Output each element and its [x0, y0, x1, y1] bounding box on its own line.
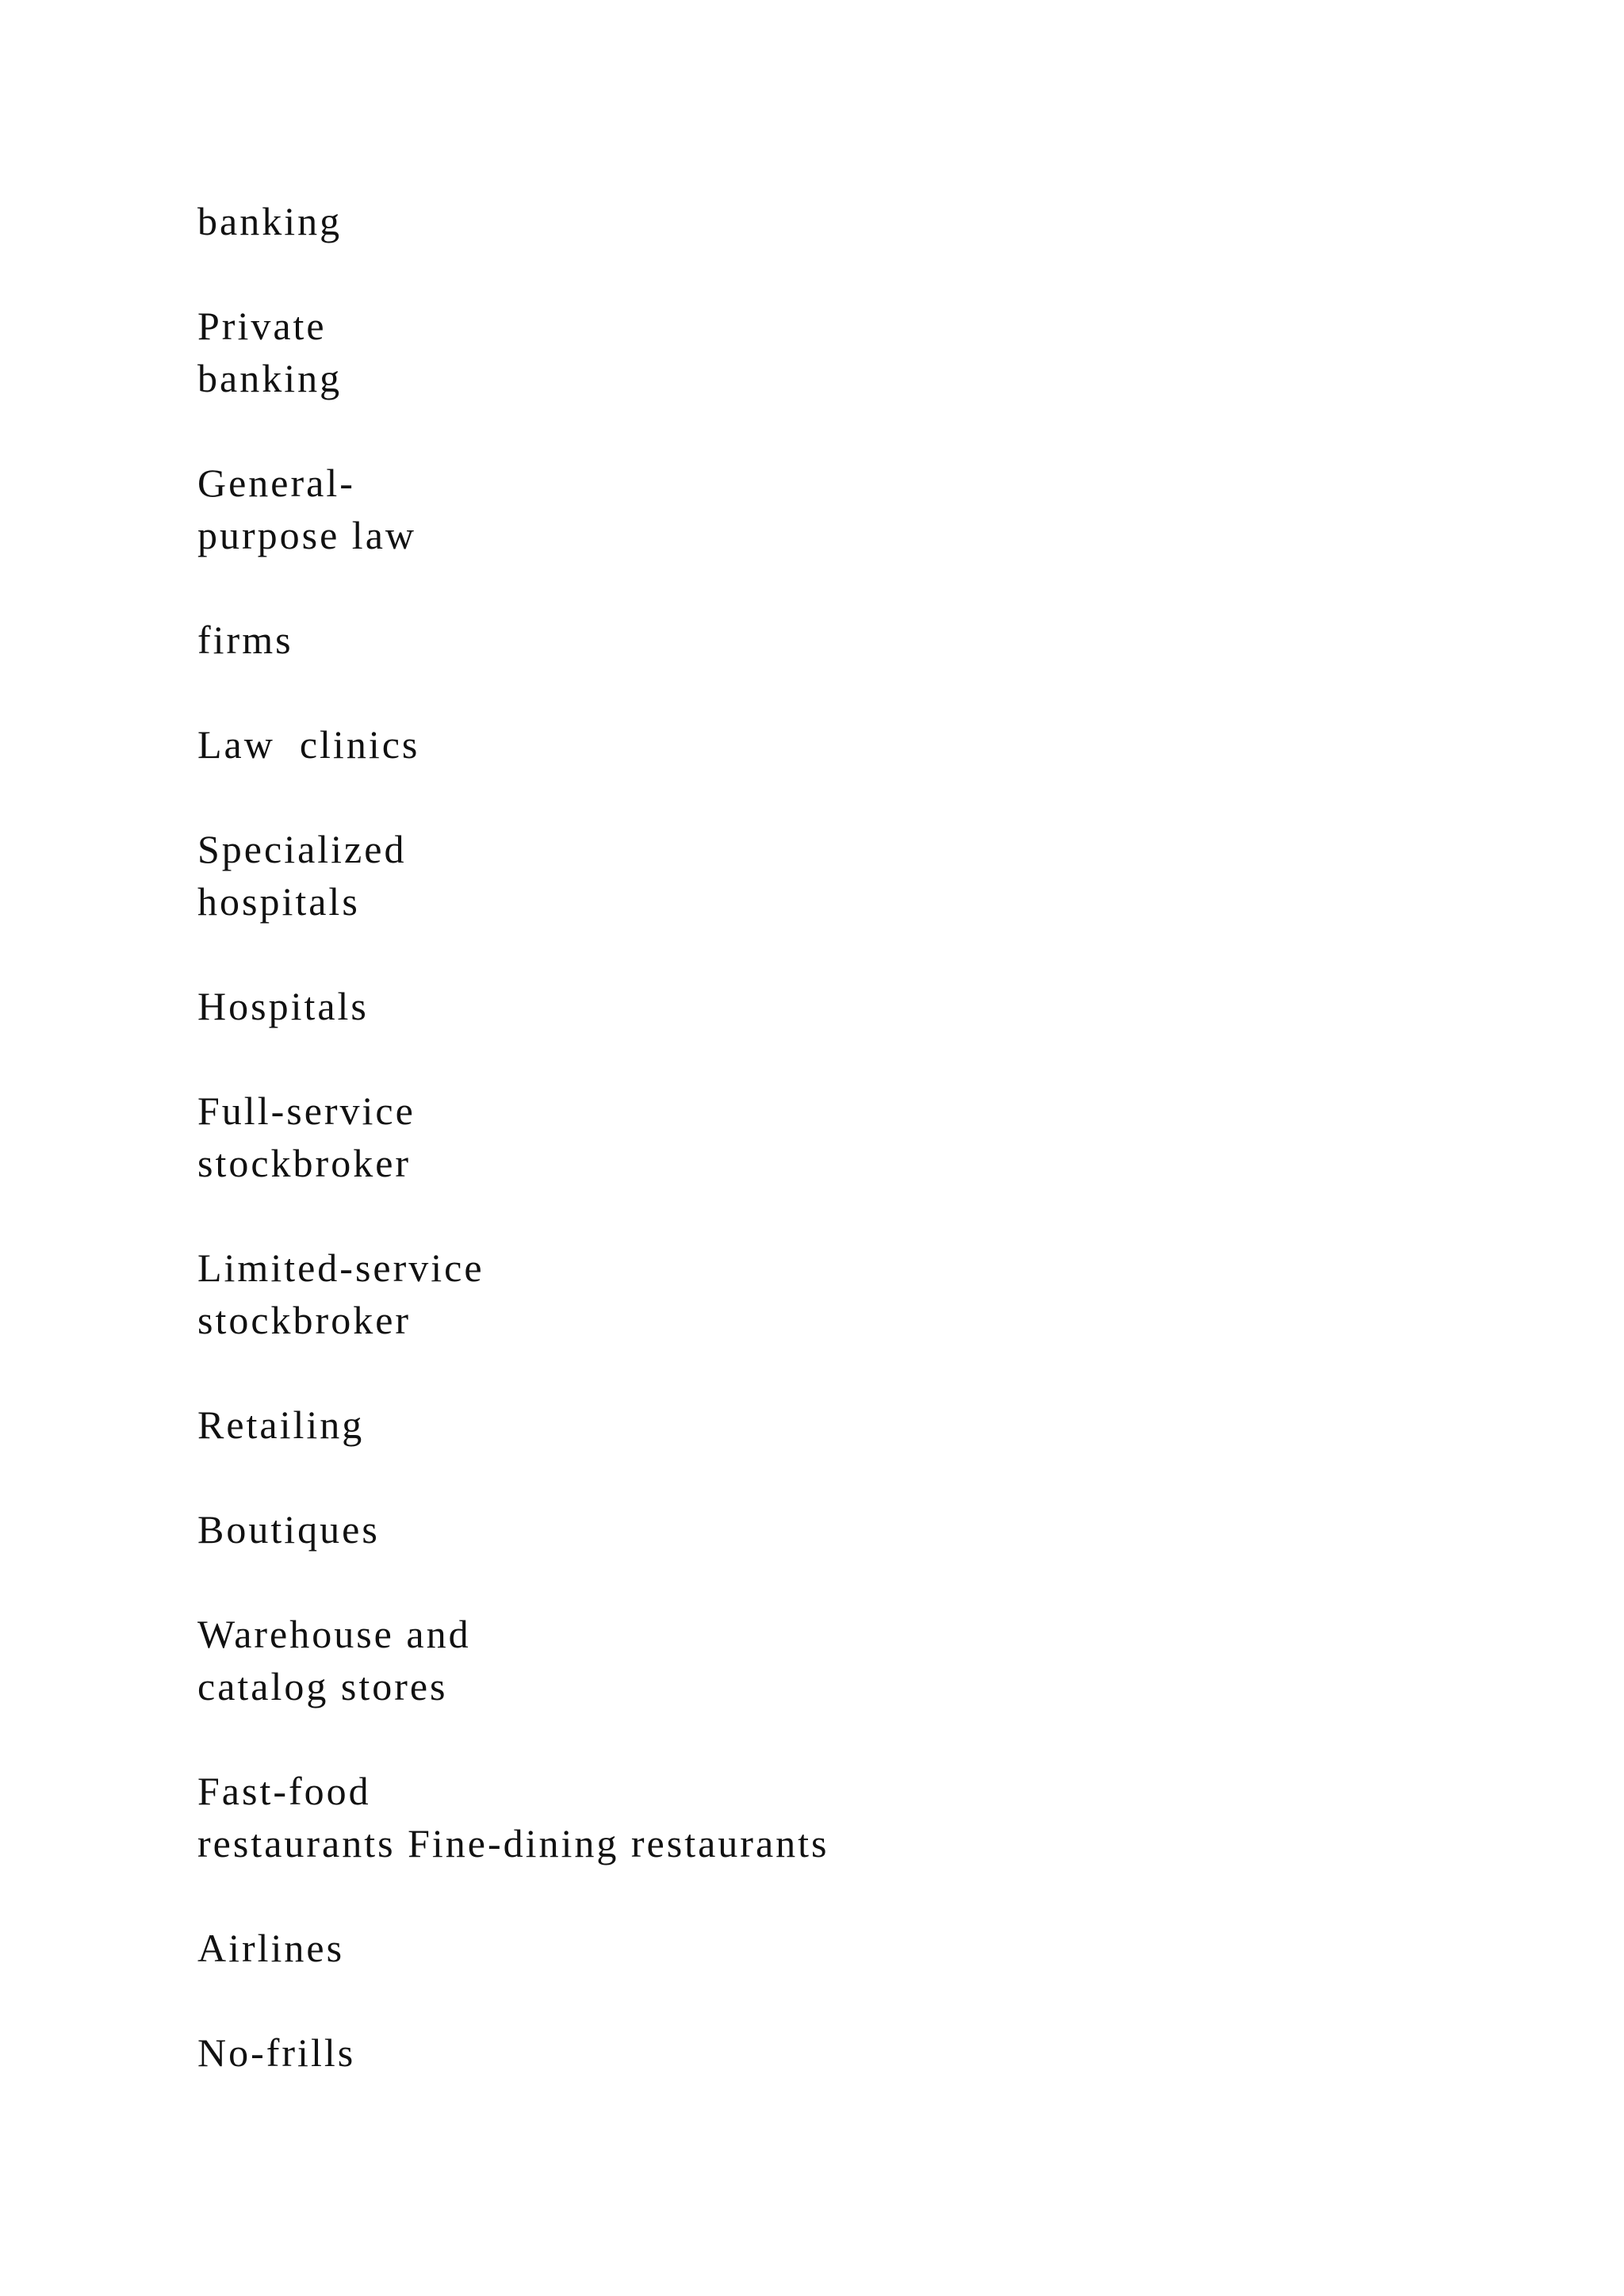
text-line: Specialized: [197, 827, 407, 871]
text-block: [197, 1922, 1545, 1974]
text-block: [197, 1399, 1545, 1451]
text-block: [197, 300, 1545, 404]
text-block: [197, 1608, 1545, 1712]
text-line: stockbroker: [197, 1141, 412, 1185]
text-block: [197, 823, 1545, 928]
text-block: [197, 614, 1545, 666]
text-line: Airlines: [197, 1926, 345, 1970]
text-block: [197, 980, 1545, 1032]
text-block: [197, 718, 1545, 771]
text-line: Law clinics: [197, 722, 420, 767]
text-line: Boutiques: [197, 1507, 380, 1552]
text-line: No-frills: [197, 2030, 356, 2075]
text-line: purpose law: [197, 513, 416, 557]
text-line: Private: [197, 304, 327, 348]
text-line: catalog stores: [197, 1664, 448, 1709]
text-line: Limited-service: [197, 1246, 485, 1290]
text-line: restaurants Fine-dining restaurants: [197, 1821, 829, 1866]
text-line: Retailing: [197, 1402, 365, 1447]
text-line: hospitals: [197, 879, 360, 924]
text-line: banking: [197, 199, 343, 243]
text-line: firms: [197, 618, 293, 662]
text-block: [197, 1242, 1545, 1346]
text-block: [197, 195, 1545, 247]
text-line: Fast-food: [197, 1769, 371, 1813]
text-block: [197, 1765, 1545, 1869]
text-block: [197, 1503, 1545, 1556]
text-block: [197, 1085, 1545, 1189]
text-line: Full-service: [197, 1089, 416, 1133]
text-line: stockbroker: [197, 1298, 412, 1342]
document-body: [197, 195, 1545, 2131]
text-block: [197, 2026, 1545, 2079]
text-line: Hospitals: [197, 984, 369, 1028]
text-line: Warehouse and: [197, 1612, 471, 1656]
text-line: banking: [197, 356, 343, 400]
text-line: General-: [197, 461, 355, 505]
text-block: [197, 457, 1545, 561]
